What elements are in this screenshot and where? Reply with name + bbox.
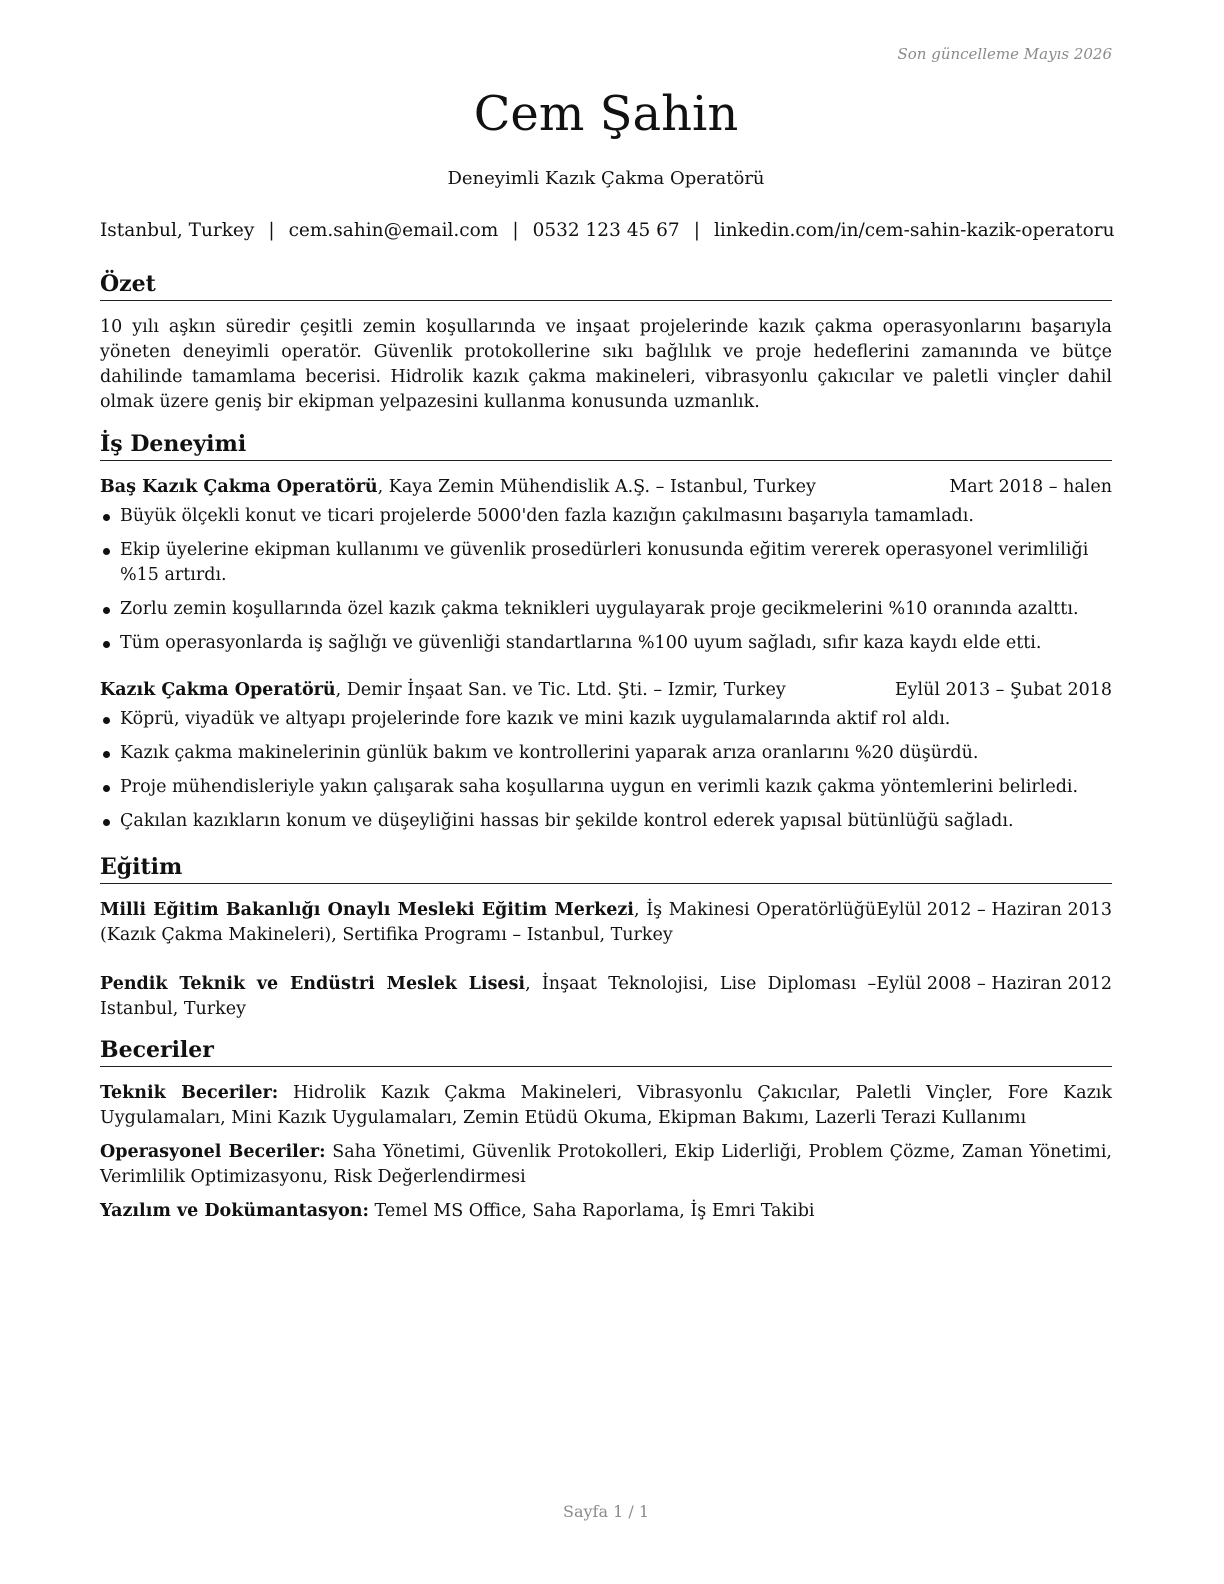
skill-label: Operasyonel Beceriler: [100, 1142, 326, 1162]
job-bullets [100, 504, 1112, 656]
job-role: Kazık Çakma Operatörü [100, 680, 336, 700]
education-section [100, 853, 1112, 1022]
job-bullet: Zorlu zemin koşullarında özel kazık çakma teknikleri uygulayarak proje gecikmelerini %10 oranında azalttı. [100, 597, 1112, 622]
contact-phone[interactable]: 0532 123 45 67 [532, 220, 680, 241]
candidate-name: Cem Şahin [473, 86, 739, 142]
contact-email[interactable]: cem.sahin@email.com [288, 220, 499, 241]
skill-row [100, 1140, 1112, 1190]
contact-line [100, 220, 1115, 241]
skill-row [100, 1199, 1112, 1224]
section-title-education: Eğitim [100, 853, 1112, 884]
skills-section [100, 1036, 1112, 1233]
skill-text: Temel MS Office, Saha Raporlama, İş Emri Takibi [368, 1201, 815, 1221]
contact-location: Istanbul, Turkey [100, 220, 255, 241]
page-number: Sayfa 1 / 1 [562, 1502, 649, 1521]
skill-label: Yazılım ve Dokümantasyon: [100, 1201, 369, 1221]
education-school: Milli Eğitim Bakanlığı Onaylı Mesleki Eğitim Merkezi [100, 900, 634, 920]
job-dates: Eylül 2013 – Şubat 2018 [894, 680, 1112, 700]
job-dates: Mart 2018 – halen [949, 477, 1112, 497]
job-header [100, 678, 1112, 703]
job-company: , Demir İnşaat San. ve Tic. Ltd. Şti. – Izmir, Turkey [335, 680, 786, 700]
section-title-experience: İş Deneyimi [100, 430, 1112, 461]
job-header [100, 475, 1112, 500]
contact-separator: | [512, 220, 519, 241]
skill-row [100, 1081, 1112, 1131]
skill-text: Hidrolik Kazık Çakma Makineleri, Vibrasyonlu Çakıcılar, Paletli Vinçler, Fore Kazık Uygulamaları, Mini Kazık Uygulamaları, Zemin Etüdü Okuma, Ekipman Bakımı, Lazerli Terazi Kullanımı [100, 1083, 1112, 1128]
job-bullet: Ekip üyelerine ekipman kullanımı ve güvenlik prosedürleri konusunda eğitim vererek operasyonel verimliliği %15 artırdı. [100, 538, 1112, 588]
job-bullet: Proje mühendisleriyle yakın çalışarak saha koşullarına uygun en verimli kazık çakma yöntemlerini belirledi. [100, 775, 1112, 800]
job-company: , Kaya Zemin Mühendislik A.Ş. – Istanbul, Turkey [377, 477, 816, 497]
resume-page [100, 0, 1115, 1584]
job-bullet: Büyük ölçekli konut ve ticari projelerde 5000'den fazla kazığın çakılmasını başarıyla tamamladı. [100, 504, 1112, 529]
education-dates: Eylül 2008 – Haziran 2012 [876, 974, 1112, 994]
education-detail: , İnşaat Teknolojisi, Lise Diploması – Istanbul, Turkey [100, 974, 877, 1019]
candidate-headline: Deneyimli Kazık Çakma Operatörü [447, 168, 765, 189]
job-bullet: Çakılan kazıkların konum ve düşeyliğini hassas bir şekilde kontrol ederek yapısal bütünlüğü sağladı. [100, 809, 1112, 834]
job-bullet: Tüm operasyonlarda iş sağlığı ve güvenliği standartlarına %100 uyum sağladı, sıfır kaza kaydı elde etti. [100, 631, 1112, 656]
experience-section [100, 430, 1112, 843]
education-dates: Eylül 2012 – Haziran 2013 [876, 900, 1112, 920]
job-bullet: Kazık çakma makinelerinin günlük bakım ve kontrollerini yaparak arıza oranlarını %20 düşürdü. [100, 741, 1112, 766]
education-entry [100, 898, 1112, 948]
job-bullet: Köprü, viyadük ve altyapı projelerinde fore kazık ve mini kazık uygulamalarında aktif rol aldı. [100, 707, 1112, 732]
skill-label: Teknik Beceriler: [100, 1083, 279, 1103]
job-entry [100, 678, 1112, 834]
job-entry [100, 475, 1112, 656]
summary-text: 10 yılı aşkın süredir çeşitli zemin koşullarında ve inşaat projelerinde kazık çakma operasyonlarını başarıyla yöneten deneyimli operatör. Güvenlik protokollerine sıkı bağlılık ve proje hedeflerini zamanında ve bütçe dahilinde tamamlama becerisi. Hidrolik kazık çakma makineleri, vibrasyonlu çakıcılar ve paletli vinçler dahil olmak üzere geniş bir ekipman yelpazesini kullanma konusunda uzmanlık. [100, 317, 1112, 412]
education-entry [100, 972, 1112, 1022]
last-updated-note: Son güncelleme Mayıs 2026 [897, 45, 1112, 63]
education-school: Pendik Teknik ve Endüstri Meslek Lisesi [100, 974, 526, 994]
section-title-summary: Özet [100, 270, 1112, 301]
education-detail: , İş Makinesi Operatörlüğü (Kazık Çakma Makineleri), Sertifika Programı – Istanbul, Turkey [100, 900, 877, 945]
skill-text: Saha Yönetimi, Güvenlik Protokolleri, Ekip Liderliği, Problem Çözme, Zaman Yönetimi, Verimlilik Optimizasyonu, Risk Değerlendirmesi [100, 1142, 1112, 1187]
section-title-skills: Beceriler [100, 1036, 1112, 1067]
contact-linkedin[interactable]: linkedin.com/in/cem-sahin-kazik-operatoru [713, 220, 1115, 241]
job-bullets [100, 707, 1112, 834]
contact-separator: | [268, 220, 275, 241]
contact-separator: | [693, 220, 700, 241]
summary-section [100, 270, 1112, 415]
job-role: Baş Kazık Çakma Operatörü [100, 477, 378, 497]
